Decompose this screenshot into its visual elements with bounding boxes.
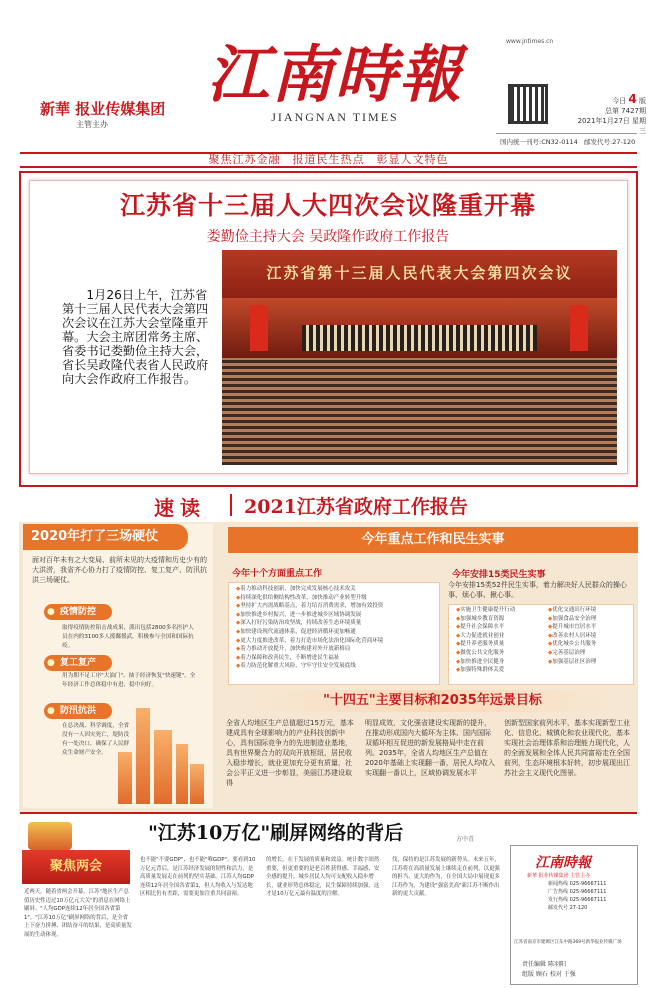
info-box-sub: 新華 报业传媒集团 主管主办	[527, 873, 591, 879]
key-work-item: ◆ 加快推进乡村振兴，进一步推进城乡区域协调发展	[236, 611, 436, 620]
livelihood-item: ◆ 加强基层社区治理	[548, 658, 632, 667]
left-panel-intro: 面对百年未有之大变局、前所未见的大疫情和历史少有的大洪涝，我省齐心协力打了疫情防控、复工复产、防汛抗洪三场硬仗。	[32, 556, 207, 584]
livelihood-item: ◆ 改善农村人居环境	[548, 632, 632, 641]
newspaper-masthead	[200, 40, 470, 125]
info-box-lines	[548, 880, 633, 912]
info-box-logo: 江南時報	[535, 855, 591, 871]
section-text-resume-work: 用为期不足工序"大油门"、抽于经济恢复"快速键"，全年经济工作总体稳中有进、稳中向好。	[62, 673, 196, 688]
commentary-icon	[28, 822, 72, 850]
group-sub: 主管主办	[76, 120, 108, 129]
photo-banner: 江苏省第十三届人民代表大会第四次会议	[222, 250, 617, 298]
key-work-item: ◆ 坚持扩大内需战略基点，着力培育消费需求，增加有效投资	[236, 602, 436, 611]
commentary-title[interactable]: "江苏10万亿"刷屏网络的背后	[148, 822, 404, 844]
postal-code: 邮发代号:27-120	[584, 138, 636, 146]
key-work-item: ◆ 着力防范化解重大风险，守牢守住安全发展底线	[236, 662, 436, 671]
two-sessions-badge: 聚焦两会	[22, 850, 130, 884]
masthead-title-en: JIANGNAN TIMES	[271, 110, 399, 124]
editor-name: 陈羽阳	[547, 961, 566, 968]
goals-text-2: 明显成效，文化强省建设实现新的提升，在推动形成国内大循环为主体、国内国际双循环相互促进的新发展格局中走在前列。2035年，全省人均地区生产总值在2020年基础上实现翻一番，居民人均收入实现翻一番以上，区域协调发展水平	[365, 719, 495, 777]
livelihood-item: ◆ 加强特殊群体关爱	[456, 666, 542, 675]
edition-num: 4	[628, 92, 637, 106]
livelihood-item: ◆ 加快推进全民健身	[456, 658, 542, 667]
flag-left	[250, 305, 268, 351]
key-work-item: ◆ 着力保障和改善民生，不断增进民生福祉	[236, 654, 436, 663]
goals-title: "十四五"主要目标和2035年远景目标	[260, 690, 605, 712]
lead-headline[interactable]: 江苏省十三届人大四次会议隆重开幕	[119, 191, 536, 220]
editor-label: 责任编辑	[522, 961, 547, 968]
edition-info	[576, 92, 646, 136]
livelihood-list-left	[456, 606, 542, 675]
commentary-col-1: 近两天，随着省两会开幕，江苏"地区生产总值历史性迈过10万亿元大关"的消息在网络上刷屏。"人均GDP连续12年居全国各省第1"。"江苏10万亿"刷屏网络的背后，是全省上下奋力拼搏、团结奋斗的结果，是高质量发展的生动体现。	[24, 889, 132, 938]
info-line: 邮发代号 27-120	[548, 905, 588, 911]
key-work-item: ◆ 更大力度推进改革，着力打造市场化法治化国际化营商环境	[236, 637, 436, 646]
livelihood-label: 今年安排15类民生实事	[452, 570, 546, 580]
left-panel-title: 2020年打了三场硬仗	[23, 524, 188, 550]
lead-paragraph: 1月26日上午，江苏省第十三届人民代表大会第四次会议在江苏大会堂隆重开幕。大会主席团常务主席、省委书记娄勤俭主持大会，省长吴政隆代表省人民政府向大会作政府工作报告。	[62, 288, 209, 386]
key-work-label: 今年十个方面重点工作	[232, 569, 323, 579]
tag-resume-work: ● 复工复产	[44, 655, 112, 671]
livelihood-item: ◆ 优化城乡公共服务	[548, 640, 632, 649]
commentary-col-3: 的增长，在于发展的质量和效益。统计数字固然重要，但更重要的是老百姓获得感、幸福感、安全感的提升。城乡居民人均可支配收入稳步增长，就业形势总体稳定，民生保障持续加强，这才是10万亿元最有温度的注解。	[266, 857, 380, 898]
info-line: 广告热线 025-96667111	[548, 889, 607, 895]
livelihood-item: ◆ 提升养老服务质量	[456, 640, 542, 649]
livelihood-item: ◆ 加强城乡教育资源	[456, 615, 542, 624]
livelihood-item: ◆ 提升社会保障水平	[456, 623, 542, 632]
divider	[496, 133, 637, 134]
tag-epidemic: ● 疫情防控	[44, 604, 112, 620]
info-box-staff	[522, 960, 632, 980]
quick-read-title[interactable]: 2021江苏省政府工作报告	[244, 496, 468, 518]
goals-text-1: 全省人均地区生产总值超过15万元，基本建成具有全球影响力的产业科技创新中心，具有国际竞争力的先进制造业基地，具有世界聚合力的双向开放枢纽，居民收入稳步增长，就业更加充分更有质量，社会公平正义进一步彰显，美丽江苏建设取得	[226, 719, 354, 787]
staff-line: 组版 顾石 校对 于强	[522, 971, 576, 978]
quick-read-separator	[230, 494, 232, 516]
masthead-title: 江南時報	[206, 38, 463, 111]
goals-text-3: 创新型国家前列水平，基本实现新型工业化、信息化、城镇化和农业现代化，基本实现社会治理体系和治理能力现代化，人的全面发展和全体人民共同富裕走在全国前列，生态环境根本好转，初步展现出江苏社会主义现代化图景。	[504, 719, 630, 777]
commentary-col-4: 伐，保持的是江苏发展的新势头。未来五年，江苏将在高质量发展上继续走在前列，以更强的担当、更大的作为，在全国大局中展现更多江苏作为，为建设"强富美高"新江苏不断作出新的更大贡献。	[392, 857, 500, 898]
issue-date: 2021年1月27日 星期三	[577, 117, 646, 135]
key-work-item: ◆ 深入打好污染防治攻坚战，持续改善生态环境质量	[236, 619, 436, 628]
livelihood-item: ◆ 做优公共文化服务	[456, 649, 542, 658]
livelihood-item: ◆ 加强食品安全治理	[548, 615, 632, 624]
livelihood-item: ◆ 大力促进就业创业	[456, 632, 542, 641]
slogan-bar: 聚焦江苏金融 报道民生热点 彰显人文特色	[20, 152, 637, 168]
livelihood-item: ◆ 优化交通出行环境	[548, 606, 632, 615]
city-skyline-icon	[66, 700, 206, 804]
flag-right	[570, 305, 588, 351]
qr-code-icon	[508, 84, 548, 124]
livelihood-item: ◆ 完善基层治理	[548, 649, 632, 658]
key-work-list	[236, 585, 436, 671]
lead-subhead: 娄勤俭主持大会 吴政隆作政府工作报告	[206, 229, 450, 245]
tag-flood: ● 防汛抗洪	[44, 703, 112, 719]
info-box-address: 江苏省南京市建邺区江东中路369号新华报业传媒广场	[514, 940, 622, 945]
edition-label: 今日	[612, 97, 627, 105]
edition-unit: 版	[639, 97, 646, 105]
livelihood-item: ◆ 实施卫生健康提升行动	[456, 606, 542, 615]
group-logo: 新華 报业传媒集团	[40, 100, 166, 118]
key-work-item: ◆ 加快建设现代流通体系，促进经济循环更加畅通	[236, 628, 436, 637]
key-work-item: ◆ 持续深化供给侧结构性改革，加快推动产业转型升级	[236, 594, 436, 603]
info-line: 新闻热线 025-96667111	[548, 881, 607, 887]
commentary-author: 方中青	[456, 836, 475, 843]
livelihood-item: ◆ 提升城市宜居水平	[548, 623, 632, 632]
key-work-item: ◆ 着力推动开放提升，加快构建对外开放新格局	[236, 645, 436, 654]
conference-photo[interactable]	[222, 250, 617, 465]
serial-number: 国内统一刊号:CN32-0114	[500, 138, 578, 146]
photo-audience	[222, 358, 617, 465]
group-logo-block	[40, 98, 170, 130]
quick-read-label: 速读	[154, 496, 206, 520]
key-work-item: ◆ 着力推动科技创新，加快完成发展核心技术攻关	[236, 585, 436, 594]
total-issue: 总第 7427期	[604, 107, 646, 115]
livelihood-intro: 今年安排15类52件民生实事，着力解决好人民群众的操心事、烦心事、揪心事。	[448, 581, 627, 599]
website: www.jntimes.cn	[506, 38, 554, 45]
right-panel-title: 今年重点工作和民生实事	[228, 527, 638, 553]
livelihood-list-right	[548, 606, 632, 666]
photo-podium	[302, 325, 537, 351]
bottom-divider	[20, 812, 637, 814]
section-text-flood: 在总决战、科学调度，全省没有一人因灾死亡，堤防没有一处决口，确保了人民群众生命财产安全。	[62, 723, 130, 756]
info-line: 发行热线 025-96667111	[548, 897, 607, 903]
section-text-epidemic: 取得疫情防控阻击战成果，派出包括2800多名医护人员在内的3100多人援鄱援武，积极参与全国和国际抗疫。	[62, 625, 194, 649]
commentary-col-2: 也不能"不要GDP"，也不能"唯GDP"。要看到10万亿元背后，是江苏经济发展的韧性和活力，是高质量发展走在前列的坚实基础。江苏人均GDP连续12年居全国各省第1，但人均收入与发达地区相比仍有差距，需要更加注重共同富裕。	[140, 857, 256, 898]
